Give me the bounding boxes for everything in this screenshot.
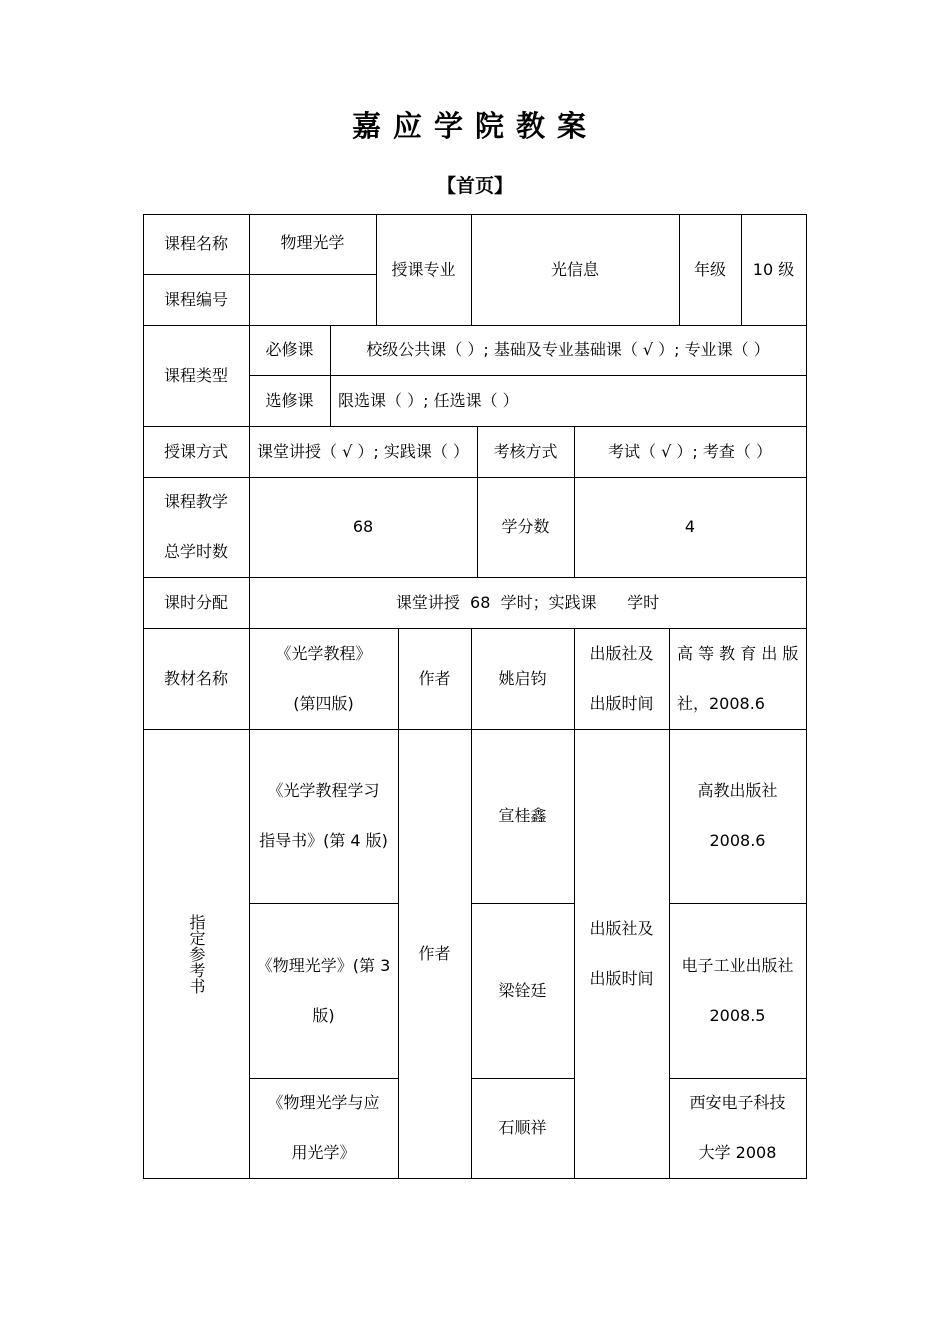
total-hours-label-line1: 课程教学 — [163, 492, 228, 511]
reference-author-label: 作者 — [418, 943, 451, 963]
course-type-label: 课程类型 — [163, 365, 228, 385]
textbook-publisher-label — [574, 628, 669, 729]
textbook-publisher-line2: 社，2008.6 — [677, 693, 765, 713]
reference-3-name-line2: 用光学》 — [291, 1143, 356, 1162]
reference-1-publisher-line2: 2008.6 — [709, 831, 766, 850]
total-hours-label-line2: 总学时数 — [163, 542, 228, 561]
reference-3-publisher — [669, 1078, 806, 1178]
exam-method-label: 考核方式 — [493, 441, 558, 461]
reference-books-label-text: 指定参考书 — [187, 913, 206, 994]
textbook-name-line1: 《光学教程》 — [275, 643, 372, 663]
reference-3-name — [249, 1078, 398, 1178]
major-value: 光信息 — [550, 259, 599, 279]
reference-2-publisher-line1: 电子工业出版社 — [681, 955, 794, 975]
reference-3-publisher-line2: 大学 2008 — [698, 1143, 777, 1162]
textbook-label: 教材名称 — [163, 668, 228, 688]
major-label: 授课专业 — [391, 259, 456, 279]
reference-1-name-line2: 指导书》(第 4 版) — [259, 831, 388, 850]
course-name-label: 课程名称 — [163, 234, 228, 253]
reference-2-name-line1: 《物理光学》(第 3 — [256, 955, 391, 975]
textbook-author-label: 作者 — [418, 668, 451, 688]
reference-2-publisher — [669, 903, 806, 1078]
textbook-name — [249, 628, 398, 729]
textbook-publisher-value — [669, 628, 806, 729]
textbook-name-line2: (第四版) — [293, 693, 354, 713]
credits-label: 学分数 — [501, 517, 550, 536]
elective-options: 限选课（ ）; 任选课（ ） — [338, 390, 519, 410]
grade-label: 年级 — [693, 259, 726, 279]
required-options: 校级公共课（ ）; 基础及专业基础课（ √ ）; 专业课（ ） — [366, 340, 770, 359]
document-subtitle: 【首页】 — [436, 175, 513, 197]
textbook-publisher-label-line1: 出版社及 — [589, 643, 654, 663]
total-hours-label — [143, 477, 249, 577]
course-code-label: 课程编号 — [163, 289, 228, 309]
elective-label: 选修课 — [265, 390, 314, 410]
course-code-value — [249, 274, 376, 325]
reference-2-name-line2: 版) — [312, 1005, 335, 1025]
total-hours-value: 68 — [352, 517, 374, 536]
teach-method-value: 课堂讲授（ √ ）; 实践课（ ） — [257, 441, 469, 461]
reference-3-publisher-line1: 西安电子科技 — [689, 1093, 786, 1112]
reference-2-author: 梁铨廷 — [498, 980, 547, 1000]
credits-value: 4 — [684, 517, 696, 536]
reference-1-publisher — [669, 729, 806, 903]
reference-3-author: 石顺祥 — [498, 1118, 547, 1137]
reference-1-author: 宣桂鑫 — [498, 806, 547, 825]
reference-1-publisher-line1: 高教出版社 — [697, 781, 778, 800]
reference-3-name-line1: 《物理光学与应 — [267, 1093, 380, 1112]
hours-distribution-value: 课堂讲授 68 学时；实践课 学时 — [395, 592, 660, 612]
reference-2-name — [249, 903, 398, 1078]
reference-books-label — [143, 729, 249, 1178]
course-name-value: 物理光学 — [280, 233, 345, 252]
textbook-author-value: 姚启钧 — [498, 668, 547, 688]
exam-method-value: 考试（ √ ）; 考查（ ） — [608, 441, 772, 461]
required-label: 必修课 — [265, 340, 314, 359]
teach-method-label: 授课方式 — [163, 441, 228, 461]
reference-publisher-label — [574, 729, 669, 1178]
reference-publisher-label-line2: 出版时间 — [589, 968, 654, 988]
reference-publisher-label-line1: 出版社及 — [589, 918, 654, 938]
reference-1-name — [249, 729, 398, 903]
reference-2-publisher-line2: 2008.5 — [709, 1005, 766, 1025]
hours-distribution-label: 课时分配 — [163, 592, 228, 612]
document-title: 嘉应学院教案 — [351, 109, 598, 143]
textbook-publisher-line1: 高 等 教 育 出 版 — [677, 643, 799, 663]
textbook-publisher-label-line2: 出版时间 — [589, 693, 654, 713]
grade-value: 10 级 — [752, 259, 795, 279]
reference-1-name-line1: 《光学教程学习 — [267, 781, 380, 800]
